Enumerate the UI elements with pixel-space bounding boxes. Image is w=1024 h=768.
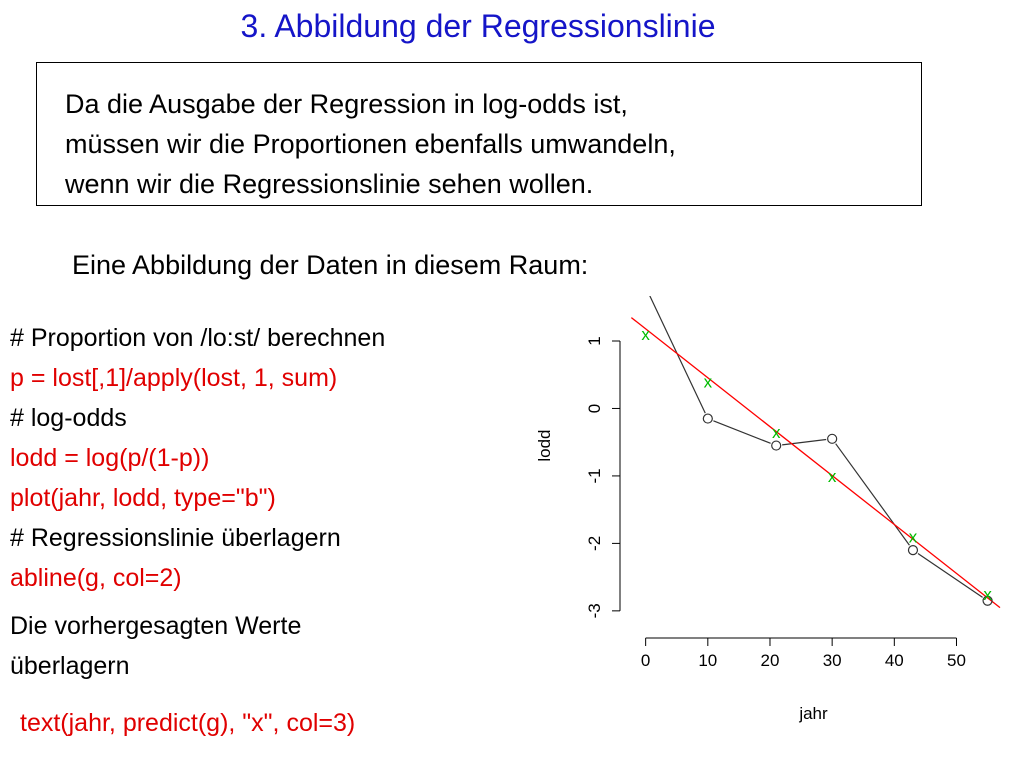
connector-segment: [713, 421, 770, 444]
data-point: [908, 546, 917, 555]
x-tick-label: 50: [947, 651, 966, 670]
connector-segment: [836, 444, 910, 546]
code-line: abline(g, col=2): [10, 564, 182, 592]
x-tick-label: 0: [640, 651, 651, 670]
predicted-x-marker: x: [908, 527, 918, 547]
predicted-x-marker: x: [827, 466, 837, 486]
regression-line: [631, 318, 1000, 608]
predicted-x-marker: x: [641, 325, 650, 345]
connector-segment: [648, 296, 705, 413]
code-comment: # Regressionslinie überlagern: [10, 524, 341, 552]
code-line: p = lost[,1]/apply(lost, 1, sum): [10, 364, 338, 392]
y-tick-label: -3: [585, 603, 604, 619]
x-tick-label: 40: [884, 651, 904, 670]
x-tick-label: 30: [822, 651, 842, 670]
y-axis-label: lodd: [535, 429, 554, 462]
y-tick-label: 0: [585, 403, 604, 414]
data-point: [703, 414, 712, 423]
x-tick-label: 20: [760, 651, 780, 670]
code-line: plot(jahr, lodd, type="b"): [10, 484, 276, 512]
predicted-x-marker: x: [983, 584, 992, 604]
subheading: Eine Abbildung der Daten in diesem Raum:: [72, 250, 589, 280]
point-connector-lines: [648, 296, 982, 597]
y-tick-label: -2: [585, 535, 604, 551]
x-axis-label: jahr: [799, 704, 828, 723]
intro-line: müssen wir die Proportionen ebenfalls umwandeln,: [65, 129, 676, 159]
intro-line: wenn wir die Regressionslinie sehen wollen.: [65, 169, 594, 199]
code-line: lodd = log(p/(1-p)): [10, 444, 210, 472]
connector-segment: [918, 554, 983, 598]
observed-points: [641, 296, 992, 605]
code-line: text(jahr, predict(g), "x", col=3): [20, 709, 356, 737]
y-tick-label: 1: [585, 336, 604, 346]
intro-box: [36, 62, 922, 206]
axes: [585, 336, 966, 670]
code-comment: # log-odds: [10, 404, 127, 432]
predicted-x-marker: x: [771, 423, 781, 443]
x-tick-label: 10: [698, 651, 718, 670]
slide-title: 3. Abbildung der Regressionslinie: [240, 8, 716, 44]
prose-line: überlagern: [10, 652, 130, 680]
y-tick-label: -1: [585, 468, 604, 484]
data-point: [828, 434, 837, 443]
predicted-x-marker: x: [703, 372, 713, 392]
lodd-plot: [520, 296, 1020, 736]
regression-line-path: [631, 318, 1000, 608]
intro-line: Da die Ausgabe der Regression in log-odds ist,: [65, 89, 628, 119]
prose-line: Die vorhergesagten Werte: [10, 612, 302, 640]
data-point: [772, 441, 781, 450]
code-comment: # Proportion von /lo:st/ berechnen: [10, 324, 386, 352]
